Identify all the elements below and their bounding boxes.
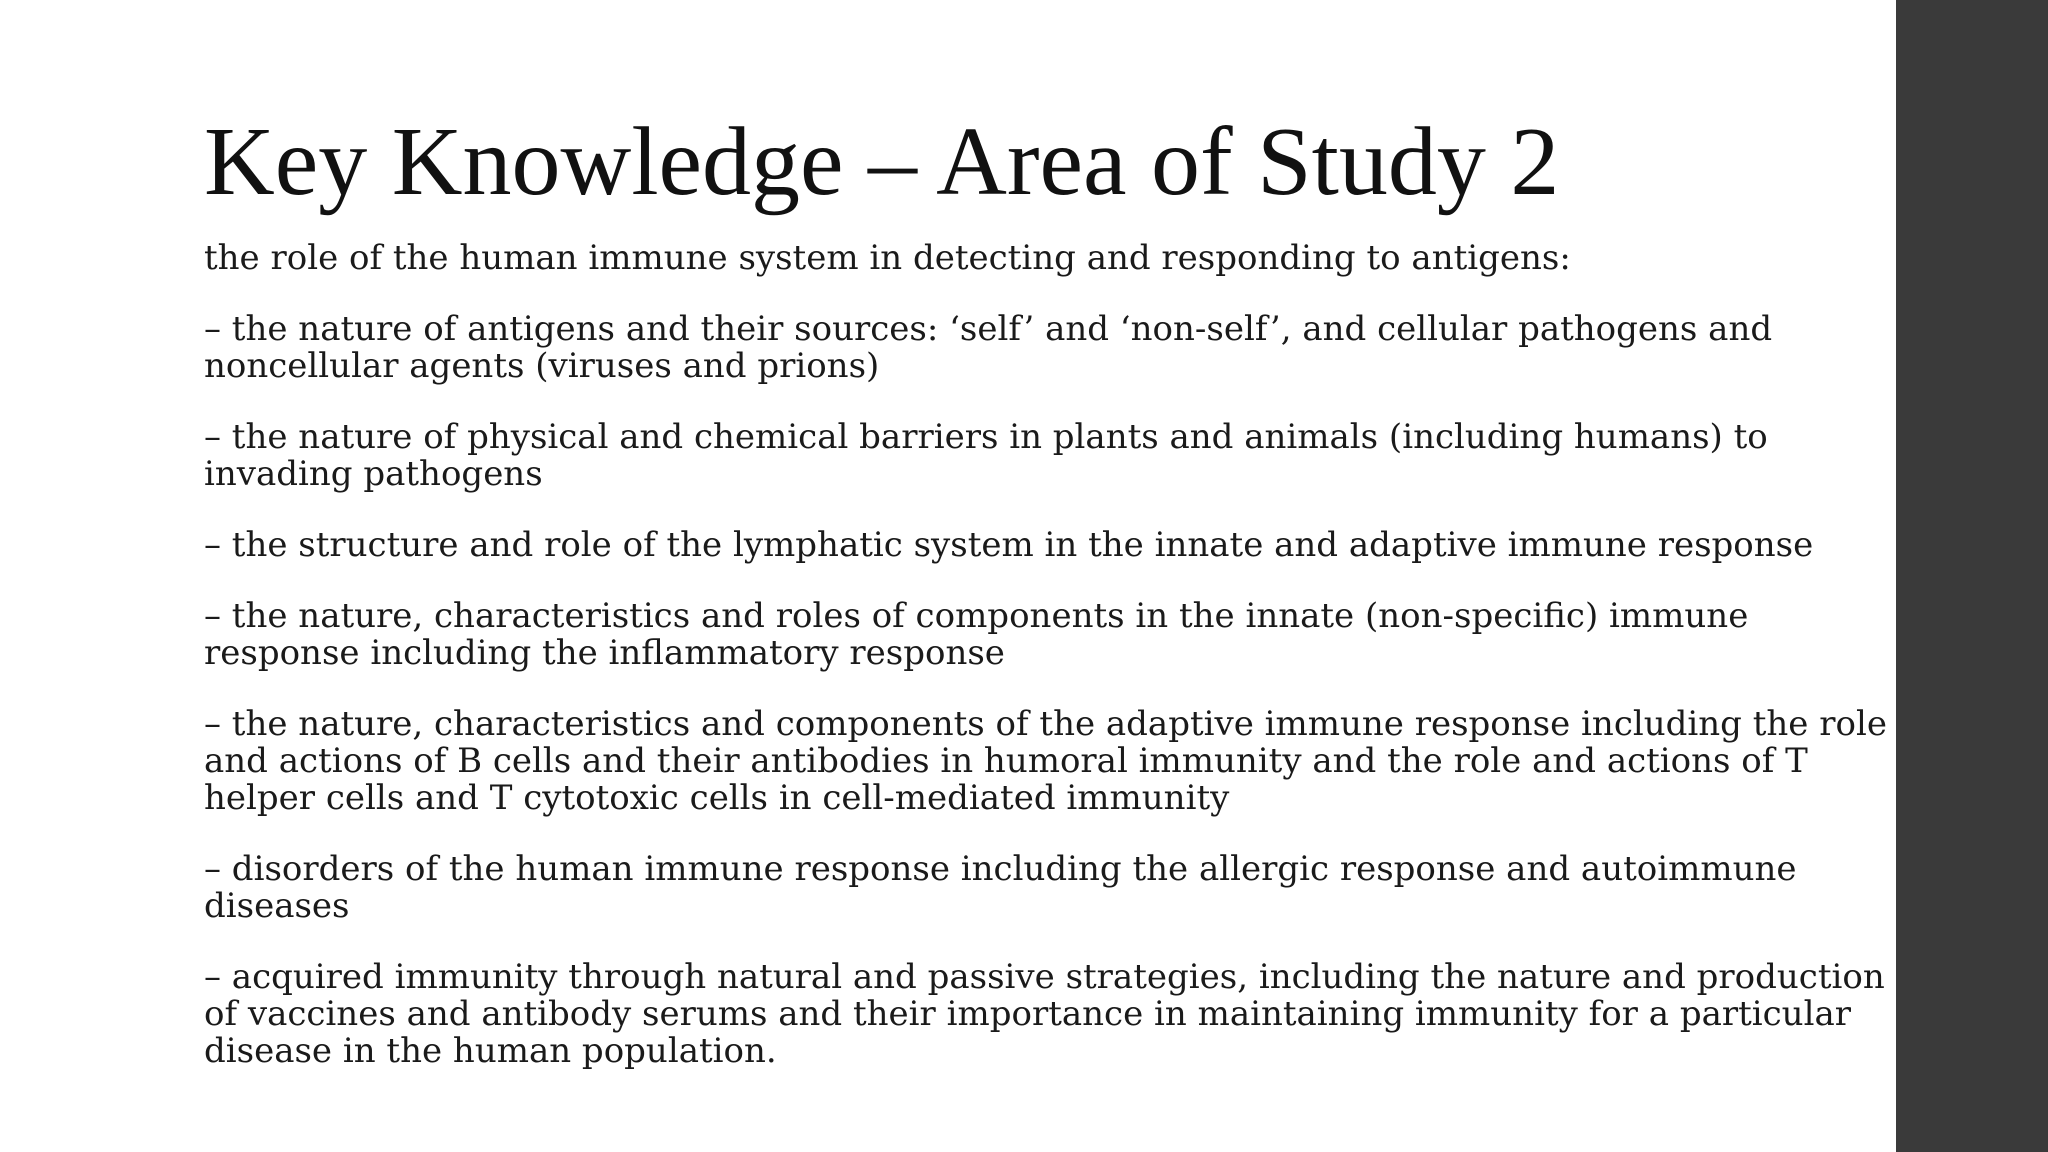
list-item: – the nature of antigens and their sources: ‘self’ and ‘non-self’, and cellular pathogens and noncellular agents (viruses and prions)	[204, 308, 1773, 386]
slide-content	[204, 108, 1894, 1104]
intro-text: the role of the human immune system in detecting and responding to antigens:	[204, 237, 1571, 278]
slide-title: Key Knowledge – Area of Study 2	[204, 108, 1560, 216]
list-item: – the nature, characteristics and roles of components in the innate (non-specific) immune response including the inflammatory response	[204, 595, 1749, 673]
side-bar	[1896, 0, 2048, 1152]
list-item: – acquired immunity through natural and passive strategies, including the nature and production of vaccines and antibody serums and their importance in maintaining immunity for a particular disease in the human population.	[204, 956, 1885, 1071]
list-item: – the nature, characteristics and components of the adaptive immune response including the role and actions of B cells and their antibodies in humoral immunity and the role and actions of T helper cells and T cytotoxic cells in cell-mediated immunity	[204, 703, 1887, 818]
list-item: – disorders of the human immune response including the allergic response and autoimmune diseases	[204, 848, 1797, 926]
list-item: – the nature of physical and chemical barriers in plants and animals (including humans) to invading pathogens	[204, 416, 1768, 494]
list-item: – the structure and role of the lymphatic system in the innate and adaptive immune response	[204, 524, 1814, 565]
